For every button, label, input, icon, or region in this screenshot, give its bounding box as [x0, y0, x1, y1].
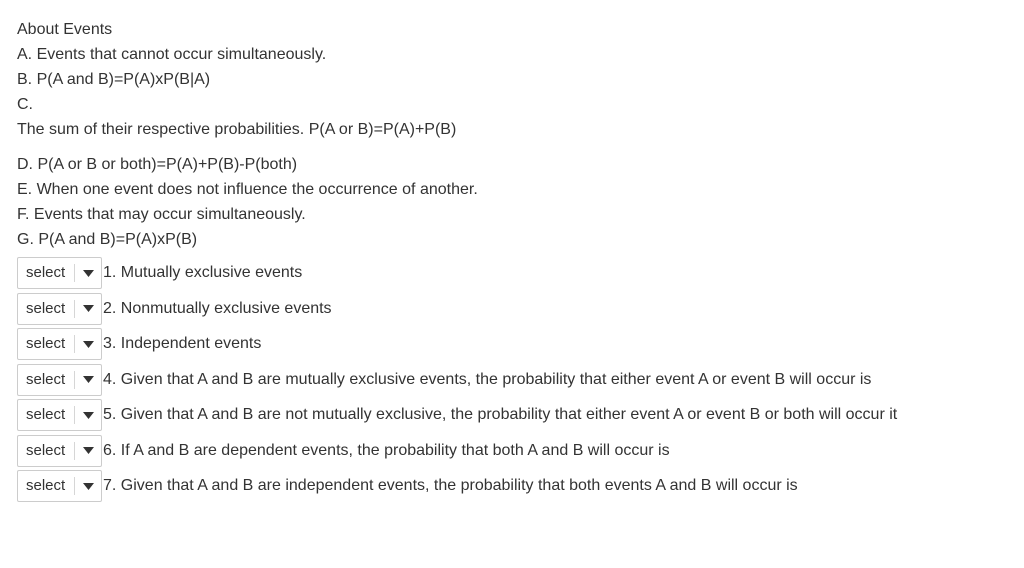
answer-select-3[interactable] — [17, 328, 102, 360]
option-letter: E. — [17, 181, 33, 198]
question-text-2: 2. Nonmutually exclusive events — [103, 299, 332, 317]
question-row-2 — [17, 293, 1007, 325]
question-text-3: 3. Independent events — [103, 335, 262, 352]
question-text-7: 7. Given that A and B are independent events, the probability that both events A and B will occur is — [103, 477, 798, 494]
answer-select-7[interactable] — [17, 470, 102, 502]
option-text: Events that may occur simultaneously. — [33, 206, 306, 223]
option-g — [17, 229, 1007, 251]
option-letter: F. — [17, 206, 30, 223]
matching-question — [17, 19, 1007, 506]
question-row-5 — [17, 399, 1007, 431]
option-c — [17, 94, 1007, 116]
option-a — [17, 44, 1007, 66]
caret-down-icon — [75, 471, 101, 501]
select-label: select — [18, 406, 75, 424]
option-b — [17, 69, 1007, 91]
question-text-6: 6. If A and B are dependent events, the probability that both A and B will occur is — [103, 441, 670, 459]
option-c-text — [17, 119, 1007, 141]
option-letter: D. — [17, 156, 33, 173]
caret-down-icon — [75, 258, 101, 288]
option-text: P(A and B)=P(A)xP(B) — [38, 231, 198, 248]
caret-down-icon — [75, 436, 101, 466]
question-row-6 — [17, 435, 1007, 467]
answer-select-6[interactable] — [17, 435, 102, 467]
caret-down-icon — [75, 400, 101, 430]
option-f — [17, 204, 1007, 226]
option-letter: B. — [17, 71, 33, 88]
question-row-1 — [17, 257, 1007, 289]
option-text: P(A or B or both)=P(A)+P(B)-P(both) — [37, 156, 298, 173]
option-e — [17, 179, 1007, 201]
option-text: P(A and B)=P(A)xP(B|A) — [36, 71, 211, 88]
select-label: select — [18, 300, 75, 318]
question-title: About Events — [17, 21, 113, 38]
caret-down-icon — [75, 294, 101, 324]
select-label: select — [18, 264, 75, 282]
question-text-5: 5. Given that A and B are not mutually exclusive, the probability that either event A or event B or both will occur it — [103, 406, 898, 423]
answer-select-4[interactable] — [17, 364, 102, 396]
option-text: Events that cannot occur simultaneously. — [36, 46, 327, 63]
option-letter: C. — [17, 96, 33, 113]
answer-select-2[interactable] — [17, 293, 102, 325]
select-label: select — [18, 371, 75, 389]
option-text: When one event does not influence the occurrence of another. — [36, 181, 478, 198]
select-label: select — [18, 442, 75, 460]
caret-down-icon — [75, 329, 101, 359]
question-text-4: 4. Given that A and B are mutually exclusive events, the probability that either event A or event B will occur is — [103, 370, 872, 388]
select-label: select — [18, 477, 75, 495]
question-text-1: 1. Mutually exclusive events — [103, 264, 303, 281]
question-row-3 — [17, 328, 1007, 360]
option-letter: G. — [17, 231, 34, 248]
option-letter: A. — [17, 46, 33, 63]
caret-down-icon — [75, 365, 101, 395]
select-label: select — [18, 335, 75, 353]
answer-select-5[interactable] — [17, 399, 102, 431]
option-d — [17, 154, 1007, 176]
question-row-7 — [17, 470, 1007, 502]
option-text: The sum of their respective probabilities. P(A or B)=P(A)+P(B) — [17, 121, 457, 138]
answer-select-1[interactable] — [17, 257, 102, 289]
question-row-4 — [17, 364, 1007, 396]
